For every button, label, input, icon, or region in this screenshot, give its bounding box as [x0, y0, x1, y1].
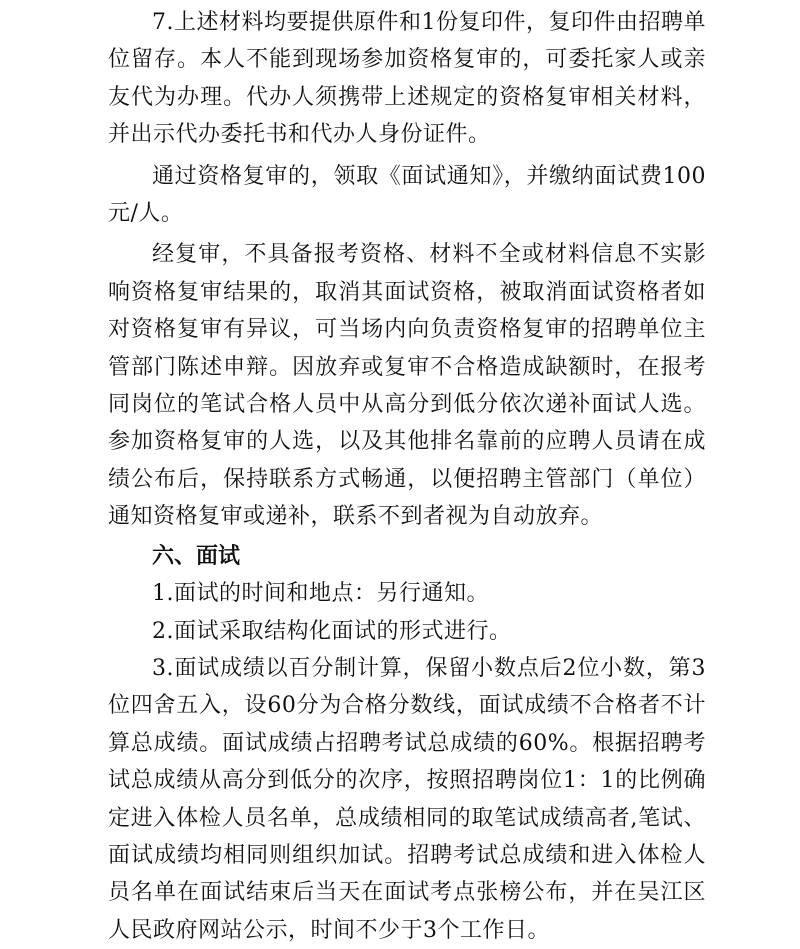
interview-item-format: 2.面试采取结构化面试的形式进行。: [152, 618, 512, 644]
interview-item-scoring: 3.面试成绩以百分制计算，保留小数点后2位小数，第3位四舍五入，设60分为合格分数线，面试成绩不合格者不计算总成绩。面试成绩占招聘考试总成绩的60%。根据招聘考试总成绩从高分到低分的次序，按照招聘岗位1：1的比例确定进入体检人员名单，总成绩相同的取笔试成绩高者,笔试、面试成绩均相同则组织加试。招聘考试总成绩和进入体检人员名单在面试结束后当天在面试考点张榜公布，并在吴江区人民政府网站公示，时间不少于3个工作日。: [108, 655, 706, 943]
interview-item-time-location: 1.面试的时间和地点：另行通知。: [152, 581, 489, 607]
paragraph-materials-requirement: 7.上述材料均要提供原件和1份复印件，复印件由招聘单位留存。本人不能到现场参加资格复审的，可委托家人或亲友代为办理。代办人须携带上述规定的资格复审相关材料，并出示代办委托书和代办人身份证件。: [108, 10, 706, 148]
section-heading-interview: 六、面试: [152, 543, 241, 569]
paragraph-interview-notice-fee: 通过资格复审的，领取《面试通知》，并缴纳面试费100元/人。: [108, 163, 706, 227]
paragraph-review-disqualification: 经复审，不具备报考资格、材料不全或材料信息不实影响资格复审结果的，取消其面试资格，被取消面试资格者如对资格复审有异议，可当场内向负责资格复审的招聘单位主管部门陈述申辩。因放弃或复审不合格造成缺额时，在报考同岗位的笔试合格人员中从高分到低分依次递补面试人选。参加资格复审的人选，以及其他排名靠前的应聘人员请在成绩公布后，保持联系方式畅通，以便招聘主管部门（单位）通知资格复审或递补，联系不到者视为自动放弃。: [108, 242, 706, 530]
document-page: [108, 0, 706, 949]
